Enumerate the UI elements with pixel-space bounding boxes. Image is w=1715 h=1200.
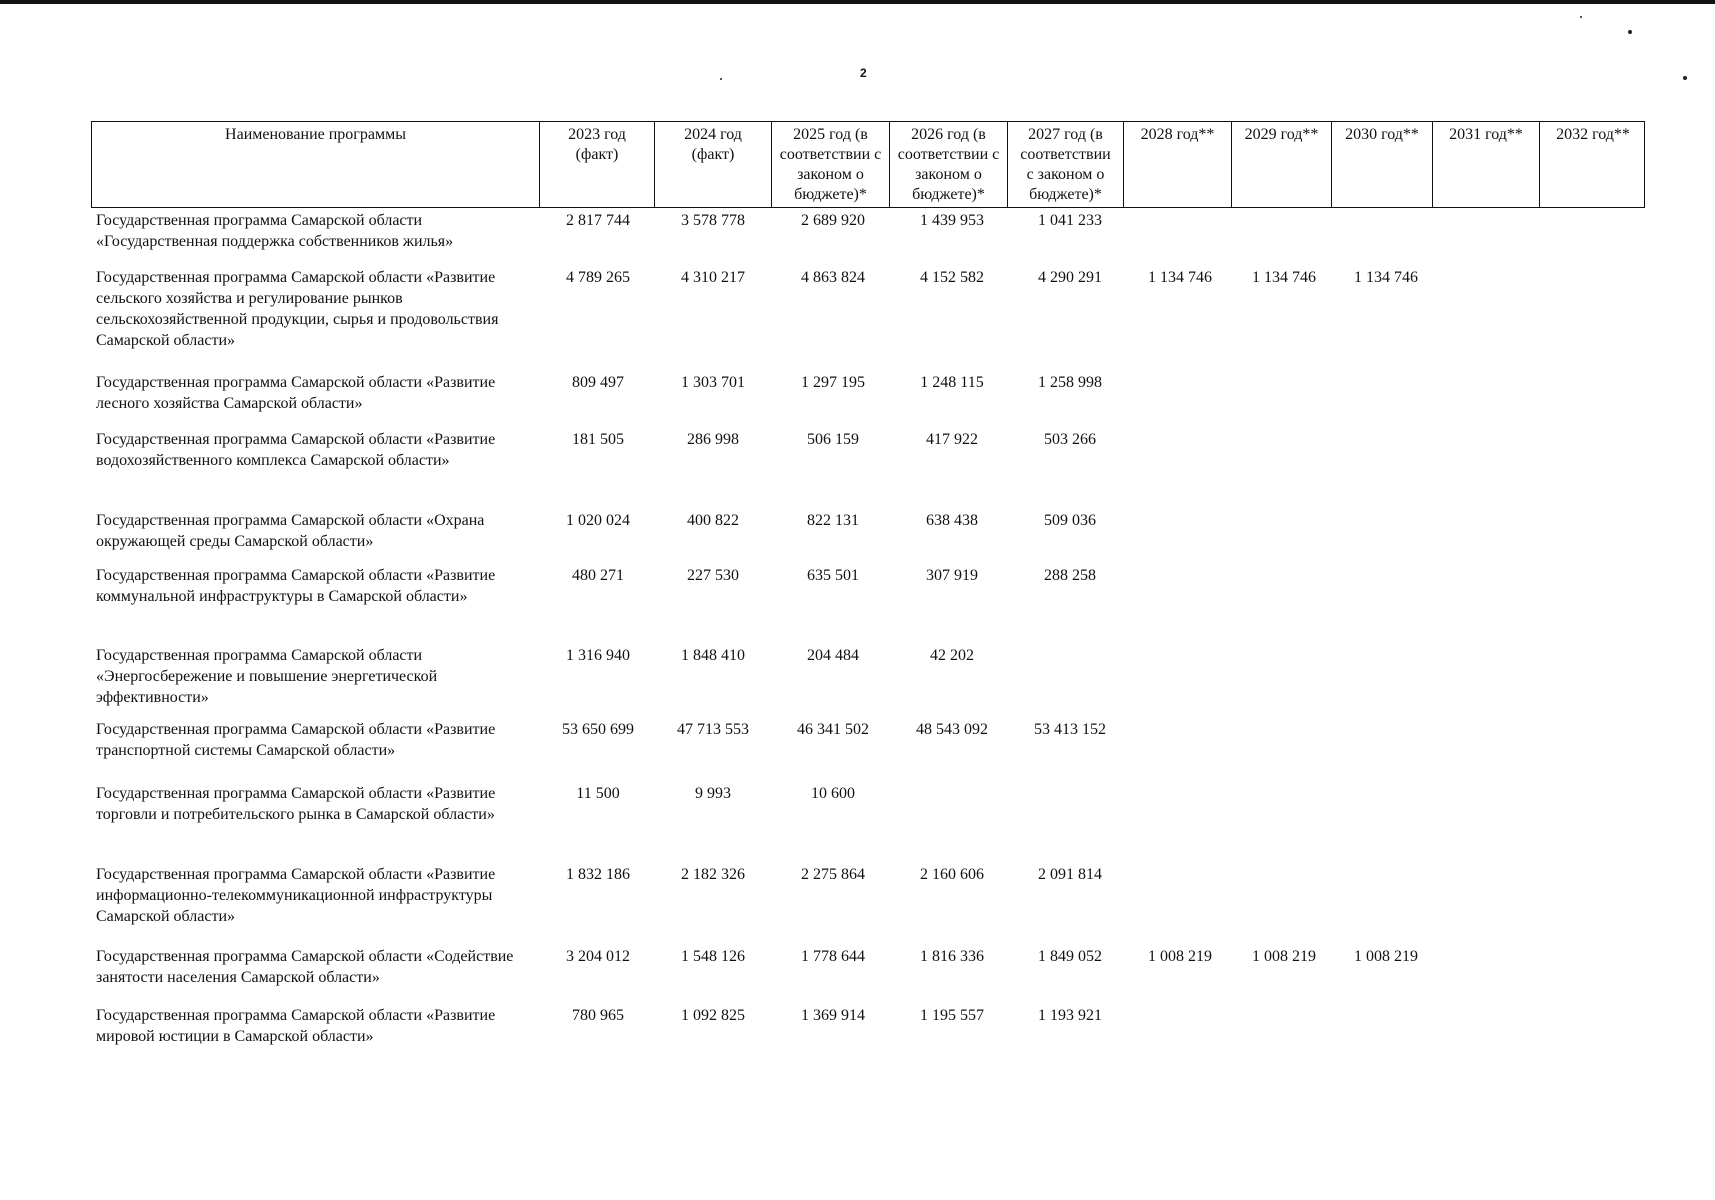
- value-cell: 1 778 644: [801, 948, 865, 965]
- program-name: Государственная программа Самарской области «Развитие водохозяйственного комплекса Самарской области»: [96, 431, 496, 469]
- value-cell: 1 134 746: [1252, 269, 1316, 286]
- value-cell: 1 548 126: [681, 948, 745, 965]
- value-cell: 1 816 336: [920, 948, 984, 965]
- value-cell: 1 303 701: [681, 374, 745, 391]
- program-name: Государственная программа Самарской области «Развитие сельского хозяйства и регулирование рынков сельскохозяйственной продукции, сырья и продовольствия Самарской области»: [96, 269, 499, 349]
- scan-speck: [1580, 16, 1582, 18]
- header-2024: 2024 год (факт): [655, 122, 772, 207]
- header-2025: 2025 год (в соответствии с законом о бюджете)*: [772, 122, 890, 207]
- header-program-name: [92, 122, 540, 207]
- value-cell: 286 998: [687, 431, 739, 448]
- value-cell: 42 202: [930, 647, 974, 664]
- value-cell: 506 159: [807, 431, 859, 448]
- value-cell: 503 266: [1044, 431, 1096, 448]
- value-cell: 307 919: [926, 567, 978, 584]
- value-cell: 1 041 233: [1038, 212, 1102, 229]
- value-cell: 1 193 921: [1038, 1007, 1102, 1024]
- value-cell: 3 204 012: [566, 948, 630, 965]
- value-cell: 4 863 824: [801, 269, 865, 286]
- header-2032: 2032 год**: [1556, 126, 1630, 143]
- value-cell: 417 922: [926, 431, 978, 448]
- program-name: Государственная программа Самарской области «Развитие коммунальной инфраструктуры в Самарской области»: [96, 567, 496, 605]
- value-cell: 635 501: [807, 567, 859, 584]
- header-2029: 2029 год**: [1232, 122, 1332, 207]
- value-cell: 809 497: [572, 374, 624, 391]
- value-cell: 4 789 265: [566, 269, 630, 286]
- table-header: [91, 121, 1645, 208]
- value-cell: 1 134 746: [1148, 269, 1212, 286]
- header-2023: 2023 год (факт): [540, 122, 655, 207]
- header-2031: 2031 год**: [1433, 122, 1540, 207]
- value-cell: 9 993: [695, 785, 731, 802]
- value-cell: 4 290 291: [1038, 269, 1102, 286]
- value-cell: 1 297 195: [801, 374, 865, 391]
- value-cell: 1 832 186: [566, 866, 630, 883]
- value-cell: 4 152 582: [920, 269, 984, 286]
- value-cell: 48 543 092: [916, 721, 988, 738]
- value-cell: 1 439 953: [920, 212, 984, 229]
- value-cell: 1 008 219: [1252, 948, 1316, 965]
- value-cell: 2 275 864: [801, 866, 865, 883]
- value-cell: 46 341 502: [797, 721, 869, 738]
- value-cell: 400 822: [687, 512, 739, 529]
- program-name: Государственная программа Самарской области «Развитие мировой юстиции в Самарской области»: [96, 1007, 496, 1045]
- value-cell: 2 182 326: [681, 866, 745, 883]
- value-cell: 1 848 410: [681, 647, 745, 664]
- value-cell: 1 849 052: [1038, 948, 1102, 965]
- value-cell: 204 484: [807, 647, 859, 664]
- program-name: Государственная программа Самарской области «Содействие занятости населения Самарской области»: [96, 948, 514, 986]
- value-cell: 1 092 825: [681, 1007, 745, 1024]
- program-name: Государственная программа Самарской области «Энергосбережение и повышение энергетической эффективности»: [96, 647, 438, 706]
- program-name: Государственная программа Самарской области «Развитие транспортной системы Самарской области»: [96, 721, 496, 759]
- value-cell: 181 505: [572, 431, 624, 448]
- value-cell: 227 530: [687, 567, 739, 584]
- value-cell: 10 600: [811, 785, 855, 802]
- value-cell: 1 134 746: [1354, 269, 1418, 286]
- value-cell: 822 131: [807, 512, 859, 529]
- header-label: Наименование программы: [225, 126, 406, 143]
- header-2028: 2028 год**: [1124, 122, 1232, 207]
- value-cell: 53 650 699: [562, 721, 634, 738]
- value-cell: 11 500: [576, 785, 620, 802]
- header-2027: 2027 год (в соответствии с законом о бюджете)*: [1008, 122, 1124, 207]
- program-name: Государственная программа Самарской области «Развитие торговли и потребительского рынка в Самарской области»: [96, 785, 496, 823]
- value-cell: 2 091 814: [1038, 866, 1102, 883]
- value-cell: 1 369 914: [801, 1007, 865, 1024]
- value-cell: 780 965: [572, 1007, 624, 1024]
- program-name: Государственная программа Самарской области «Развитие информационно-телекоммуникационной инфраструктуры Самарской области»: [96, 866, 496, 925]
- page-number: 2: [860, 66, 867, 80]
- value-cell: 1 316 940: [566, 647, 630, 664]
- value-cell: 47 713 553: [677, 721, 749, 738]
- scan-speck: [720, 78, 722, 80]
- value-cell: 638 438: [926, 512, 978, 529]
- header-2030: 2030 год**: [1332, 122, 1433, 207]
- value-cell: 2 817 744: [566, 212, 630, 229]
- value-cell: 53 413 152: [1034, 721, 1106, 738]
- value-cell: 509 036: [1044, 512, 1096, 529]
- scan-speck: [1683, 76, 1687, 80]
- header-2026: 2026 год (в соответствии с законом о бюджете)*: [890, 122, 1008, 207]
- value-cell: 1 195 557: [920, 1007, 984, 1024]
- value-cell: 2 689 920: [801, 212, 865, 229]
- value-cell: 1 248 115: [920, 374, 984, 391]
- value-cell: 1 008 219: [1354, 948, 1418, 965]
- scan-speck: [1628, 30, 1632, 34]
- value-cell: 1 008 219: [1148, 948, 1212, 965]
- value-cell: 1 258 998: [1038, 374, 1102, 391]
- value-cell: 2 160 606: [920, 866, 984, 883]
- program-name: Государственная программа Самарской области «Государственная поддержка собственников жилья»: [96, 212, 454, 250]
- value-cell: 480 271: [572, 567, 624, 584]
- page-top-border: [0, 0, 1715, 4]
- program-name: Государственная программа Самарской области «Охрана окружающей среды Самарской области»: [96, 512, 485, 550]
- value-cell: 3 578 778: [681, 212, 745, 229]
- value-cell: 1 020 024: [566, 512, 630, 529]
- program-name: Государственная программа Самарской области «Развитие лесного хозяйства Самарской области»: [96, 374, 496, 412]
- value-cell: 288 258: [1044, 567, 1096, 584]
- value-cell: 4 310 217: [681, 269, 745, 286]
